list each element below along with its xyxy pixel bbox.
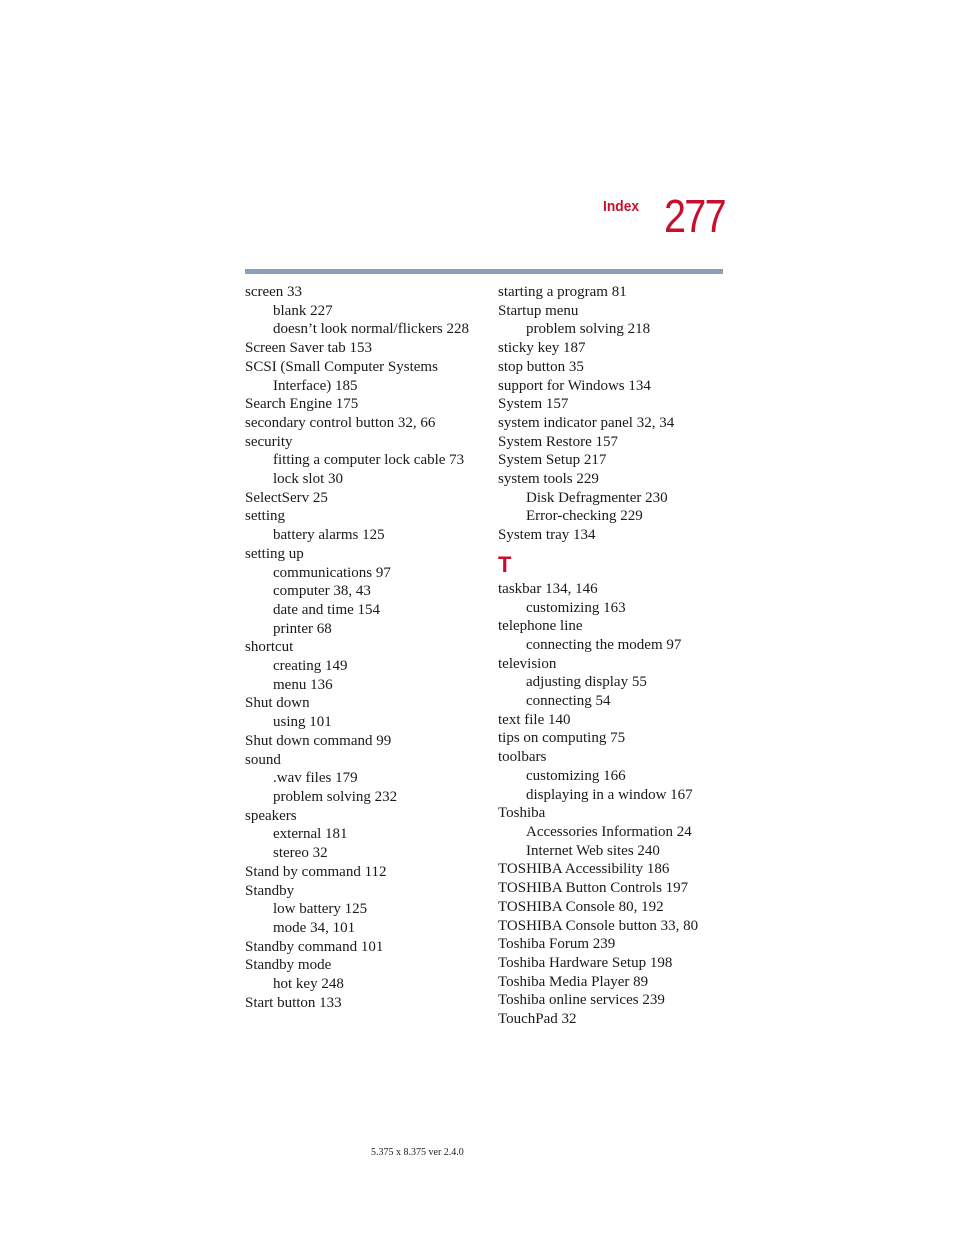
index-subentry: lock slot 30 (273, 471, 343, 488)
index-subentry: customizing 163 (526, 599, 626, 616)
index-subentry: connecting the modem 97 (526, 636, 682, 653)
header-rule (245, 269, 723, 274)
index-entry: setting up (245, 545, 304, 562)
index-subentry: hot key 248 (273, 976, 344, 993)
index-subentry: external 181 (273, 826, 348, 843)
index-entry: text file 140 (498, 711, 571, 728)
index-entry: starting a program 81 (498, 284, 627, 300)
index-letter-heading: T (498, 551, 512, 577)
index-entry: TOSHIBA Console 80, 192 (498, 898, 664, 915)
index-subentry: Accessories Information 24 (526, 823, 692, 840)
index-subentry: menu 136 (273, 676, 333, 693)
index-subentry: displaying in a window 167 (526, 786, 693, 803)
index-entry: secondary control button 32, 66 (245, 414, 436, 431)
index-entry: TOSHIBA Accessibility 186 (498, 861, 670, 878)
index-entry: telephone line (498, 618, 583, 635)
index-entry: stop button 35 (498, 358, 584, 375)
index-entry: System tray 134 (498, 527, 596, 544)
index-entry: Standby command 101 (245, 938, 384, 955)
index-entry: security (245, 433, 293, 450)
index-entry: TOSHIBA Console button 33, 80 (498, 917, 699, 934)
index-entry: television (498, 655, 557, 672)
index-subentry: creating 149 (273, 658, 348, 675)
index-subentry: fitting a computer lock cable 73 (273, 452, 465, 469)
index-subentry: communications 97 (273, 564, 391, 581)
index-entry: System 157 (498, 396, 569, 413)
index-entry: Start button 133 (245, 994, 342, 1011)
index-subentry: adjusting display 55 (526, 674, 647, 691)
index-entry: system indicator panel 32, 34 (498, 414, 675, 431)
index-subentry: connecting 54 (526, 693, 611, 710)
index-subentry: .wav files 179 (273, 770, 358, 787)
index-entry: Standby (245, 882, 295, 899)
index-entry: taskbar 134, 146 (498, 580, 598, 597)
index-entry: System Restore 157 (498, 433, 618, 450)
index-subentry: using 101 (273, 714, 332, 731)
index-entry: sound (245, 751, 281, 768)
page-number: 277 (664, 190, 725, 242)
index-entry: Shut down (245, 695, 310, 712)
index-subentry: printer 68 (273, 620, 332, 637)
index-entry: Toshiba Hardware Setup 198 (498, 954, 673, 971)
index-column-right (498, 283, 734, 1029)
index-entry: Toshiba Media Player 89 (498, 973, 649, 990)
index-entry: SCSI (Small Computer Systems (245, 358, 438, 375)
index-subentry: computer 38, 43 (273, 583, 371, 600)
index-entry: screen 33 (245, 284, 303, 300)
index-entry: Toshiba (498, 805, 546, 822)
index-subentry: stereo 32 (273, 845, 328, 862)
index-entry: tips on computing 75 (498, 730, 626, 747)
index-subentry: blank 227 (273, 302, 333, 319)
index-entry: TouchPad 32 (498, 1011, 577, 1028)
index-subentry: Disk Defragmenter 230 (526, 489, 668, 506)
index-entry: Screen Saver tab 153 (245, 340, 373, 357)
index-column-left (245, 283, 481, 1012)
section-label: Index (603, 198, 640, 215)
footer-version: 5.375 x 8.375 ver 2.4.0 (371, 1147, 464, 1158)
index-entry: Toshiba Forum 239 (498, 936, 616, 953)
index-entry: speakers (245, 807, 297, 824)
index-entry: Toshiba online services 239 (498, 992, 665, 1009)
index-subentry: Error-checking 229 (526, 508, 643, 525)
index-entry: Stand by command 112 (245, 863, 387, 880)
index-entry: support for Windows 134 (498, 377, 651, 394)
index-entry: system tools 229 (498, 471, 599, 488)
index-subentry: Internet Web sites 240 (526, 842, 660, 859)
index-entry: Standby mode (245, 957, 332, 974)
index-subentry: low battery 125 (273, 901, 368, 918)
index-entry: SelectServ 25 (245, 489, 328, 506)
index-entry: Shut down command 99 (245, 732, 392, 749)
index-subentry: problem solving 232 (273, 788, 398, 805)
index-subentry: Interface) 185 (273, 377, 358, 394)
index-subentry: date and time 154 (273, 601, 381, 618)
index-entry: TOSHIBA Button Controls 197 (498, 880, 689, 897)
index-subentry: customizing 166 (526, 767, 626, 784)
index-subentry: battery alarms 125 (273, 527, 385, 544)
index-subentry: problem solving 218 (526, 321, 651, 338)
index-entry: System Setup 217 (498, 452, 607, 469)
index-entry: shortcut (245, 639, 294, 656)
index-subentry: mode 34, 101 (273, 919, 356, 936)
index-entry: setting (245, 508, 285, 525)
index-entry: sticky key 187 (498, 340, 586, 357)
index-entry: Startup menu (498, 302, 579, 319)
index-entry: Search Engine 175 (245, 396, 359, 413)
index-entry: toolbars (498, 749, 547, 766)
index-subentry: doesn’t look normal/flickers 228 (273, 321, 469, 338)
